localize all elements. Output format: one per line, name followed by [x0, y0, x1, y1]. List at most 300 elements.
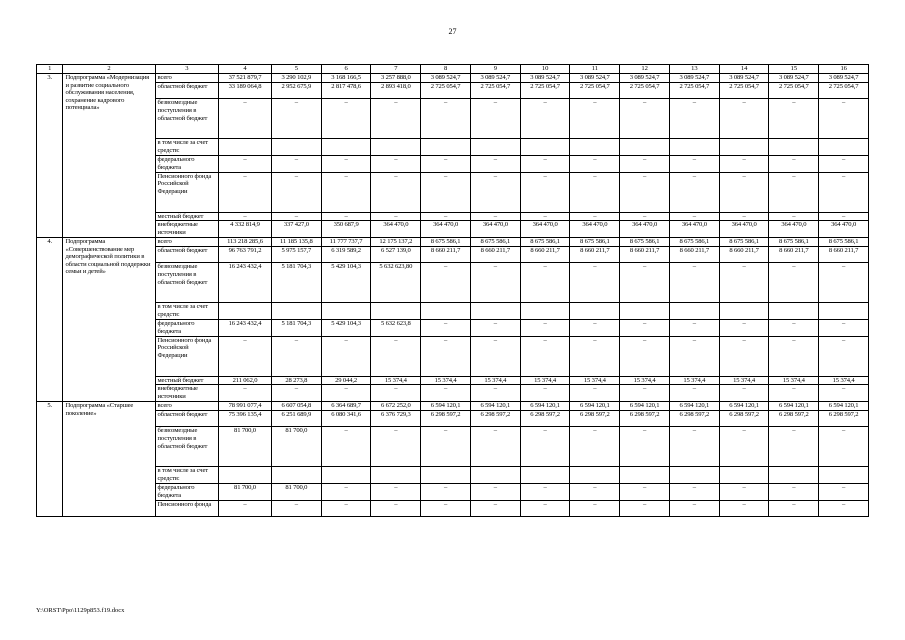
amount-cell: – [470, 336, 520, 376]
amount-cell: – [421, 263, 471, 303]
amount-cell: – [371, 385, 421, 402]
amount-cell: 81 700,0 [271, 483, 321, 500]
amount-cell [371, 303, 421, 320]
amount-cell: 6 298 597,2 [421, 410, 471, 427]
amount-cell: 5 429 104,3 [321, 263, 371, 303]
amount-cell: – [769, 155, 819, 172]
amount-cell: – [520, 319, 570, 336]
amount-cell: – [769, 483, 819, 500]
amount-cell: – [819, 500, 869, 517]
amount-cell: – [371, 500, 421, 517]
amount-cell: – [769, 500, 819, 517]
amount-cell: 6 672 252,0 [371, 401, 421, 410]
amount-cell: 15 374,4 [719, 376, 769, 385]
amount-cell: 364 470,0 [620, 221, 670, 238]
amount-cell: 5 429 104,3 [321, 319, 371, 336]
amount-cell: – [669, 172, 719, 212]
table-row [37, 237, 869, 246]
amount-cell: – [470, 99, 520, 139]
amount-cell: 6 527 139,0 [371, 246, 421, 263]
amount-cell: 8 660 211,7 [719, 246, 769, 263]
amount-cell: – [371, 483, 421, 500]
funding-source-label: Пенсионного фонда [155, 500, 219, 517]
amount-cell: 337 427,0 [271, 221, 321, 238]
table-row [37, 212, 869, 221]
amount-cell: 2 725 054,7 [669, 82, 719, 99]
amount-cell: – [769, 212, 819, 221]
amount-cell: – [570, 483, 620, 500]
amount-cell: – [421, 212, 471, 221]
amount-cell: – [620, 99, 670, 139]
amount-cell: – [719, 336, 769, 376]
amount-cell: – [421, 483, 471, 500]
table-row [37, 155, 869, 172]
amount-cell: 364 470,0 [719, 221, 769, 238]
funding-source-label: внебюджетные источники [155, 385, 219, 402]
amount-cell: 6 298 597,2 [669, 410, 719, 427]
amount-cell: 8 675 586,1 [719, 237, 769, 246]
amount-cell: 6 298 597,2 [620, 410, 670, 427]
amount-cell: – [371, 212, 421, 221]
amount-cell: – [421, 99, 471, 139]
amount-cell: 15 374,4 [620, 376, 670, 385]
amount-cell [219, 139, 272, 156]
table-row [37, 500, 869, 517]
amount-cell: 81 700,0 [219, 427, 272, 467]
amount-cell: – [769, 427, 819, 467]
column-number: 2 [63, 65, 155, 74]
funding-source-label: Пенсионного фонда Российской Федерации [155, 172, 219, 212]
amount-cell: – [620, 500, 670, 517]
amount-cell: 15 374,4 [570, 376, 620, 385]
amount-cell [470, 303, 520, 320]
amount-cell: 81 700,0 [271, 427, 321, 467]
file-path-footer: Y:\ORST\Ppo\1129p853.f19.docx [36, 607, 125, 614]
amount-cell: 81 700,0 [219, 483, 272, 500]
amount-cell: – [520, 500, 570, 517]
amount-cell: 75 396 135,4 [219, 410, 272, 427]
amount-cell: 11 777 737,7 [321, 237, 371, 246]
amount-cell: 364 470,0 [669, 221, 719, 238]
amount-cell: – [371, 155, 421, 172]
amount-cell: – [669, 212, 719, 221]
amount-cell: – [421, 319, 471, 336]
amount-cell [520, 303, 570, 320]
funding-source-label: областной бюджет [155, 82, 219, 99]
column-number: 3 [155, 65, 219, 74]
table-row [37, 336, 869, 376]
column-number: 13 [669, 65, 719, 74]
section-number: 4. [37, 237, 63, 401]
amount-cell: – [421, 172, 471, 212]
amount-cell: 3 089 524,7 [769, 74, 819, 83]
amount-cell: – [470, 212, 520, 221]
amount-cell: 3 089 524,7 [570, 74, 620, 83]
amount-cell: – [819, 212, 869, 221]
amount-cell [769, 303, 819, 320]
funding-source-label: в том числе за счет средств: [155, 303, 219, 320]
amount-cell: 6 594 120,1 [620, 401, 670, 410]
amount-cell [421, 467, 471, 484]
amount-cell: – [321, 427, 371, 467]
funding-source-label: в том числе за счет средств: [155, 467, 219, 484]
amount-cell: 3 089 524,7 [669, 74, 719, 83]
amount-cell: 6 319 589,2 [321, 246, 371, 263]
amount-cell: – [470, 500, 520, 517]
amount-cell: 3 257 888,0 [371, 74, 421, 83]
amount-cell: 6 594 120,1 [719, 401, 769, 410]
amount-cell: – [769, 385, 819, 402]
amount-cell: – [470, 172, 520, 212]
amount-cell: 6 594 120,1 [669, 401, 719, 410]
amount-cell: 15 374,4 [819, 376, 869, 385]
amount-cell: – [669, 336, 719, 376]
amount-cell: – [219, 336, 272, 376]
column-number: 10 [520, 65, 570, 74]
column-number: 8 [421, 65, 471, 74]
amount-cell: – [719, 172, 769, 212]
subprogram-title: Подпрограмма «Совершенствование мер демографической политики в области социальной поддержки семьи и детей» [63, 237, 155, 401]
amount-cell [570, 303, 620, 320]
amount-cell: – [819, 427, 869, 467]
amount-cell: 6 594 120,1 [769, 401, 819, 410]
amount-cell: 5 975 157,7 [271, 246, 321, 263]
amount-cell: 15 374,4 [520, 376, 570, 385]
amount-cell: 2 817 478,6 [321, 82, 371, 99]
amount-cell: 2 725 054,7 [620, 82, 670, 99]
amount-cell: – [570, 336, 620, 376]
amount-cell: 16 243 432,4 [219, 263, 272, 303]
amount-cell: 2 725 054,7 [470, 82, 520, 99]
amount-cell: – [421, 336, 471, 376]
table-row [37, 427, 869, 467]
amount-cell [470, 467, 520, 484]
table-row [37, 385, 869, 402]
amount-cell: – [669, 319, 719, 336]
amount-cell [321, 139, 371, 156]
amount-cell: 6 298 597,2 [719, 410, 769, 427]
amount-cell [620, 467, 670, 484]
amount-cell: 4 332 814,9 [219, 221, 272, 238]
amount-cell: – [719, 427, 769, 467]
amount-cell: – [570, 319, 620, 336]
amount-cell [271, 139, 321, 156]
funding-source-label: внебюджетные источники [155, 221, 219, 238]
amount-cell: – [620, 172, 670, 212]
amount-cell: 37 521 879,7 [219, 74, 272, 83]
amount-cell: – [769, 172, 819, 212]
column-number: 16 [819, 65, 869, 74]
table-row [37, 99, 869, 139]
amount-cell: 2 952 675,9 [271, 82, 321, 99]
funding-source-label: федерального бюджета [155, 319, 219, 336]
amount-cell: 2 725 054,7 [421, 82, 471, 99]
amount-cell: – [219, 500, 272, 517]
budget-table [36, 64, 869, 517]
amount-cell: – [470, 483, 520, 500]
amount-cell: 6 364 689,7 [321, 401, 371, 410]
amount-cell: – [669, 99, 719, 139]
amount-cell: 8 660 211,7 [470, 246, 520, 263]
table-row [37, 246, 869, 263]
section-number: 3. [37, 74, 63, 238]
amount-cell: 96 763 791,2 [219, 246, 272, 263]
amount-cell: – [819, 172, 869, 212]
amount-cell [669, 303, 719, 320]
amount-cell: 8 660 211,7 [570, 246, 620, 263]
amount-cell: 3 089 524,7 [421, 74, 471, 83]
column-number: 4 [219, 65, 272, 74]
amount-cell: 3 089 524,7 [470, 74, 520, 83]
amount-cell: – [570, 500, 620, 517]
table-row [37, 319, 869, 336]
amount-cell [769, 467, 819, 484]
amount-cell: 2 725 054,7 [819, 82, 869, 99]
amount-cell: – [421, 155, 471, 172]
funding-source-label: федерального бюджета [155, 483, 219, 500]
table-row [37, 221, 869, 238]
amount-cell: – [769, 336, 819, 376]
amount-cell [219, 303, 272, 320]
amount-cell: 8 660 211,7 [819, 246, 869, 263]
column-number: 6 [321, 65, 371, 74]
amount-cell: 5 181 704,3 [271, 263, 321, 303]
amount-cell: – [719, 155, 769, 172]
amount-cell: – [620, 385, 670, 402]
amount-cell: – [620, 336, 670, 376]
amount-cell: 8 660 211,7 [669, 246, 719, 263]
amount-cell: 8 675 586,1 [769, 237, 819, 246]
amount-cell: 33 189 064,8 [219, 82, 272, 99]
amount-cell: 28 273,8 [271, 376, 321, 385]
amount-cell: – [371, 336, 421, 376]
amount-cell: 15 374,4 [421, 376, 471, 385]
amount-cell: 113 218 285,6 [219, 237, 272, 246]
amount-cell: – [719, 500, 769, 517]
amount-cell: 8 675 586,1 [620, 237, 670, 246]
amount-cell: – [321, 212, 371, 221]
amount-cell: – [271, 155, 321, 172]
amount-cell: 8 660 211,7 [769, 246, 819, 263]
amount-cell [570, 467, 620, 484]
funding-source-label: всего [155, 401, 219, 410]
amount-cell: 6 251 689,9 [271, 410, 321, 427]
amount-cell: 15 374,4 [371, 376, 421, 385]
table-row [37, 263, 869, 303]
amount-cell: – [570, 99, 620, 139]
amount-cell: 6 376 729,3 [371, 410, 421, 427]
amount-cell: 8 675 586,1 [819, 237, 869, 246]
amount-cell: – [271, 385, 321, 402]
amount-cell [769, 139, 819, 156]
subprogram-title: Подпрограмма «Модернизация и развитие социального обслуживания населения, сохранение кадрового потенциала» [63, 74, 155, 238]
amount-cell: – [570, 212, 620, 221]
amount-cell: – [819, 155, 869, 172]
amount-cell: – [271, 212, 321, 221]
amount-cell [421, 303, 471, 320]
amount-cell [371, 139, 421, 156]
amount-cell: 364 470,0 [470, 221, 520, 238]
amount-cell [470, 139, 520, 156]
funding-source-label: безвозмездные поступления в областной бюджет [155, 263, 219, 303]
table-row [37, 82, 869, 99]
amount-cell: – [719, 319, 769, 336]
amount-cell: 3 168 166,5 [321, 74, 371, 83]
amount-cell: – [819, 99, 869, 139]
amount-cell: – [719, 212, 769, 221]
amount-cell: – [669, 385, 719, 402]
amount-cell [669, 467, 719, 484]
amount-cell: – [570, 155, 620, 172]
amount-cell [321, 467, 371, 484]
amount-cell: – [620, 319, 670, 336]
funding-source-label: Пенсионного фонда Российской Федерации [155, 336, 219, 376]
amount-cell: 6 298 597,2 [520, 410, 570, 427]
amount-cell: 2 725 054,7 [719, 82, 769, 99]
amount-cell: – [719, 483, 769, 500]
amount-cell: 6 594 120,1 [819, 401, 869, 410]
amount-cell: – [321, 483, 371, 500]
funding-source-label: местный бюджет [155, 212, 219, 221]
amount-cell: – [219, 172, 272, 212]
amount-cell [719, 303, 769, 320]
amount-cell: 364 470,0 [371, 221, 421, 238]
amount-cell [620, 139, 670, 156]
amount-cell: – [321, 500, 371, 517]
column-number: 12 [620, 65, 670, 74]
column-number: 9 [470, 65, 520, 74]
amount-cell: – [421, 385, 471, 402]
amount-cell: 11 185 135,8 [271, 237, 321, 246]
table-row [37, 410, 869, 427]
amount-cell: 8 675 586,1 [421, 237, 471, 246]
amount-cell: – [321, 99, 371, 139]
amount-cell: – [669, 155, 719, 172]
column-number-row [37, 65, 869, 74]
funding-source-label: безвозмездные поступления в областной бюджет [155, 99, 219, 139]
amount-cell: 6 594 120,1 [570, 401, 620, 410]
table-body [37, 65, 869, 517]
funding-source-label: местный бюджет [155, 376, 219, 385]
amount-cell: – [219, 155, 272, 172]
amount-cell: 2 725 054,7 [520, 82, 570, 99]
amount-cell: – [819, 483, 869, 500]
amount-cell: 8 660 211,7 [620, 246, 670, 263]
amount-cell: – [520, 263, 570, 303]
amount-cell: 6 607 054,8 [271, 401, 321, 410]
amount-cell [520, 467, 570, 484]
amount-cell: – [219, 99, 272, 139]
amount-cell: – [470, 385, 520, 402]
amount-cell: 6 080 341,6 [321, 410, 371, 427]
table-row [37, 467, 869, 484]
amount-cell [271, 303, 321, 320]
amount-cell: 6 594 120,1 [520, 401, 570, 410]
amount-cell: 8 675 586,1 [520, 237, 570, 246]
funding-source-label: областной бюджет [155, 410, 219, 427]
subprogram-title: Подпрограмма «Старшее поколение» [63, 401, 155, 516]
amount-cell: – [769, 99, 819, 139]
amount-cell: – [371, 99, 421, 139]
amount-cell: 29 044,2 [321, 376, 371, 385]
amount-cell: 16 243 432,4 [219, 319, 272, 336]
amount-cell: – [421, 500, 471, 517]
amount-cell [819, 139, 869, 156]
amount-cell [321, 303, 371, 320]
amount-cell: – [271, 99, 321, 139]
amount-cell: 364 470,0 [570, 221, 620, 238]
amount-cell: 6 594 120,1 [421, 401, 471, 410]
amount-cell: 211 062,0 [219, 376, 272, 385]
table-row [37, 376, 869, 385]
amount-cell: – [719, 263, 769, 303]
amount-cell: 364 470,0 [819, 221, 869, 238]
amount-cell: – [669, 500, 719, 517]
amount-cell: – [421, 427, 471, 467]
amount-cell [371, 467, 421, 484]
funding-source-label: всего [155, 74, 219, 83]
amount-cell: – [620, 212, 670, 221]
table-row [37, 172, 869, 212]
column-number: 1 [37, 65, 63, 74]
amount-cell: – [271, 172, 321, 212]
amount-cell: – [321, 172, 371, 212]
column-number: 11 [570, 65, 620, 74]
amount-cell [271, 467, 321, 484]
amount-cell: 15 374,4 [669, 376, 719, 385]
funding-source-label: всего [155, 237, 219, 246]
amount-cell: 5 632 623,80 [371, 263, 421, 303]
amount-cell: 8 675 586,1 [570, 237, 620, 246]
amount-cell: 12 175 137,2 [371, 237, 421, 246]
amount-cell: 350 687,9 [321, 221, 371, 238]
amount-cell [719, 139, 769, 156]
table-row [37, 74, 869, 83]
amount-cell: – [719, 385, 769, 402]
amount-cell: 2 725 054,7 [769, 82, 819, 99]
amount-cell: – [321, 336, 371, 376]
amount-cell: – [769, 319, 819, 336]
amount-cell: – [470, 319, 520, 336]
table-row [37, 483, 869, 500]
amount-cell: – [520, 427, 570, 467]
amount-cell: 8 675 586,1 [669, 237, 719, 246]
amount-cell: – [520, 99, 570, 139]
amount-cell [520, 139, 570, 156]
amount-cell: 8 675 586,1 [470, 237, 520, 246]
amount-cell: – [371, 172, 421, 212]
amount-cell: 15 374,4 [769, 376, 819, 385]
section-number: 5. [37, 401, 63, 516]
amount-cell: – [819, 319, 869, 336]
table-row [37, 401, 869, 410]
amount-cell: 8 660 211,7 [520, 246, 570, 263]
amount-cell: – [620, 427, 670, 467]
funding-source-label: в том числе за счет средств: [155, 139, 219, 156]
amount-cell: – [719, 99, 769, 139]
amount-cell: – [470, 263, 520, 303]
amount-cell: 8 660 211,7 [421, 246, 471, 263]
amount-cell: – [570, 263, 620, 303]
table-row [37, 303, 869, 320]
amount-cell: 3 290 102,9 [271, 74, 321, 83]
amount-cell: – [520, 483, 570, 500]
amount-cell: – [620, 155, 670, 172]
amount-cell: – [271, 336, 321, 376]
amount-cell: – [520, 172, 570, 212]
amount-cell: – [819, 263, 869, 303]
amount-cell: – [819, 385, 869, 402]
